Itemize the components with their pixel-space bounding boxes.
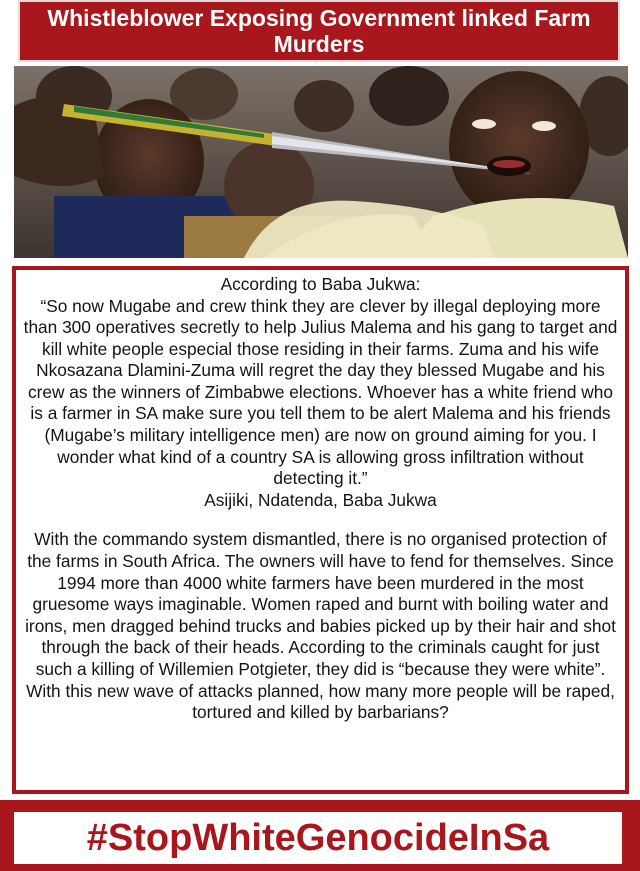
body-paragraph: With the commando system dismantled, there is no organised protection of the farms in South Africa. The owners will have to fend for themselves. Since 1994 more than 4000 white farmers have been murdered in the most gruesome ways imaginable. Women raped and burnt with boiling water and irons, men dragged behind trucks and babies picked up by their hair and shot through the back of their heads. According to the criminals caught for just such a killing of Willemien Potgieter, they did is “because they were white”. With this new wave of attacks planned, how many more people will be raped, tortured and killed by barbarians? xyxy=(25,529,616,723)
hashtag-box xyxy=(14,812,622,864)
poster-title: Whistleblower Exposing Government linked Farm Murders xyxy=(47,5,591,57)
quote-text: “So now Mugabe and crew think they are clever by illegal deploying more than 300 operatives secretly to help Julius Malema and his gang to target and kill white people especial those residing in their farms. Zuma and his wife Nkosazana Dlamini-Zuma will regret the day they blessed Mugabe and his crew as the winners of Zimbabwe elections. Whoever has a white friend who is a farmer in SA make sure you tell them to be alert Malema and his friends (Mugabe’s military intelligence men) are now on ground aiming for you. I wonder what kind of a country SA is allowing gross infiltration without detecting it.” xyxy=(23,295,618,489)
hashtag-text: #StopWhiteGenocideInSa xyxy=(86,816,550,859)
quote-intro: According to Baba Jukwa: xyxy=(220,274,421,294)
crowd-photo-illustration xyxy=(14,66,628,258)
quote-panel xyxy=(12,266,629,794)
hashtag-banner xyxy=(0,800,640,871)
quote-signoff: Asijiki, Ndatenda, Baba Jukwa xyxy=(204,489,437,510)
crowd-photo xyxy=(14,66,628,258)
title-banner xyxy=(18,0,620,62)
